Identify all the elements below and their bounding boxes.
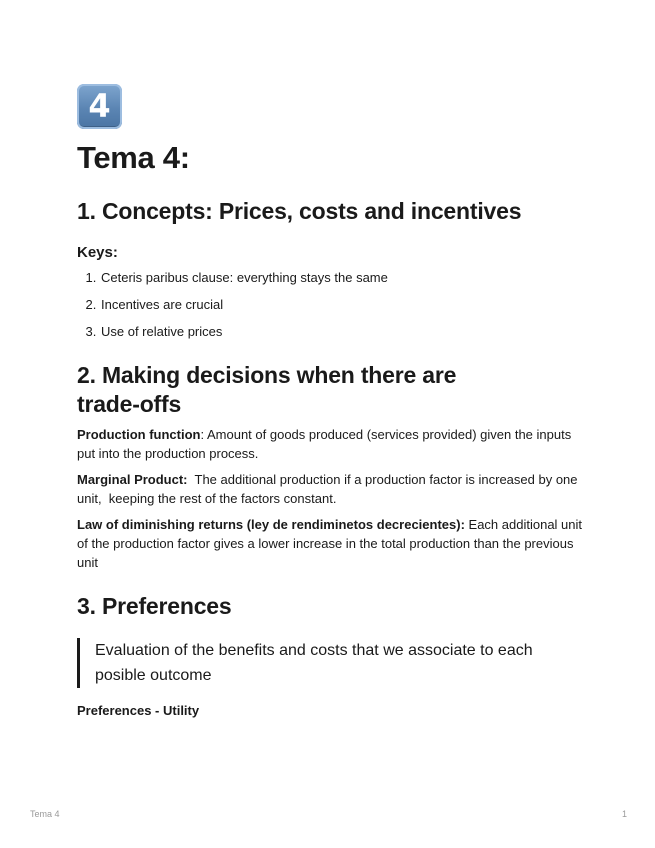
preferences-utility-heading: Preferences - Utility (77, 703, 200, 718)
definition-text: The additional production if a production factor is increased by one unit, keeping the rest of the factors constant. (77, 472, 582, 506)
definition-term: Production function (77, 427, 201, 442)
page-title: Tema 4: (77, 140, 190, 175)
keys-label: Keys: (77, 244, 118, 261)
list-item: 2. Incentives are crucial (100, 296, 587, 314)
keycap-four-icon: 4 (77, 84, 122, 129)
heading-line-1: 2. Making decisions when there are (77, 362, 457, 388)
definition-text: Each additional unit of the production factor gives a lower increase in the total production than the previous unit (77, 517, 583, 570)
heading-line-2: trade-offs (77, 391, 182, 417)
footer-page-number: 1 (621, 809, 627, 819)
definition-marginal-product (77, 470, 587, 508)
section-heading-decisions (77, 361, 587, 419)
footer-document-title: Tema 4 (30, 809, 60, 819)
document-page (77, 84, 587, 720)
definition-text: : Amount of goods produced (services provided) given the inputs put into the production process. (77, 427, 572, 461)
list-item: 3. Use of relative prices (100, 323, 587, 341)
definition-term: Marginal Product: (77, 472, 188, 487)
section-heading-concepts: 1. Concepts: Prices, costs and incentives (77, 198, 522, 224)
definition-production-function (77, 425, 587, 463)
keys-list (77, 269, 587, 341)
definition-diminishing-returns (77, 515, 587, 572)
preferences-quote: Evaluation of the benefits and costs that we associate to each posible outcome (77, 638, 575, 688)
list-item: 1. Ceteris paribus clause: everything stays the same (100, 269, 587, 287)
section-heading-preferences: 3. Preferences (77, 593, 232, 619)
definition-term: Law of diminishing returns (ley de rendiminetos decrecientes): (77, 517, 465, 532)
